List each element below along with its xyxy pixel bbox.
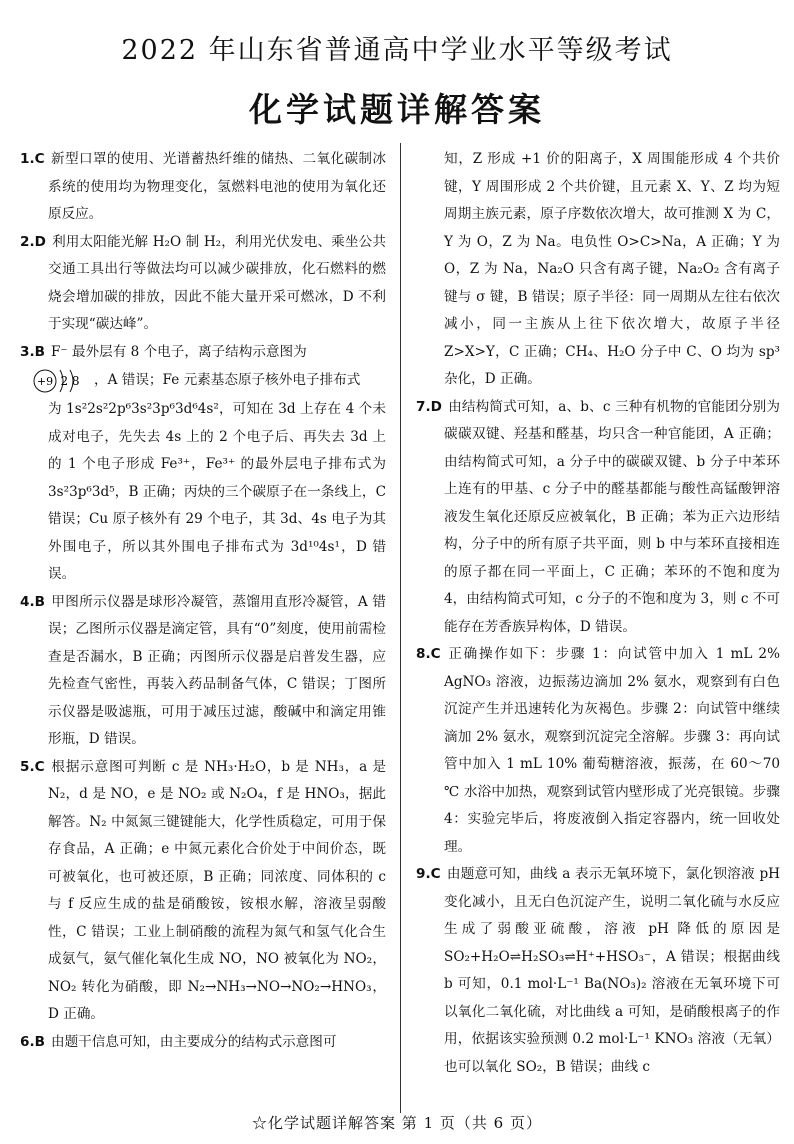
right-column bbox=[416, 146, 780, 1081]
answer-number: 9.C bbox=[416, 866, 441, 882]
answer-number: 5.C bbox=[20, 758, 45, 775]
answer-text: 根据示意图可判断 c 是 NH₃·H₂O，b 是 NH₃，a 是 N₂，d 是 NO，e 是 NO₂ 或 N₂O₄，f 是 HNO₃，据此解答。N₂ 中氮氮三键键能大，化学性质稳定，可用于保存食品，A 正确；e 中氮元素化合价处于中间价态，既可被氧化，也可被还原，B 正确；同浓度、同体积的 c 与 f 反应生成的盐是硝酸铵，铵根水解，溶液呈弱酸性，C 错误；工业上制硝酸的流程为氮气和氢气化合生成氨气，氨气催化氧化生成 NO，NO 被氧化为 NO₂，NO₂ 转化为硝酸，即 N₂→NH₃→NO→NO₂→HNO₃，D 正确。 bbox=[48, 758, 386, 1022]
answer-text: 甲图所示仪器是球形冷凝管，蒸馏用直形冷凝管，A 错误；乙图所示仪器是滴定管，具有“0”刻度，使用前需检查是否漏水，B 正确；丙图所示仪器是启普发生器，应先检查气密性，再装入药品制备气体，C 错误；丁图所示仪器是吸滤瓶，可用于减压过滤，酸碱中和滴定用锥形瓶，D 错误。 bbox=[48, 593, 386, 747]
page-subtitle: 化学试题详解答案 bbox=[249, 90, 545, 129]
answer-number: 7.D bbox=[416, 398, 442, 415]
nucleus-charge: +9 bbox=[36, 375, 54, 388]
answer-8 bbox=[416, 641, 780, 861]
answer-number: 3.B bbox=[20, 343, 45, 360]
column-divider bbox=[400, 143, 401, 1113]
fluoride-ion-structure-diagram bbox=[32, 366, 94, 396]
answer-7 bbox=[416, 394, 780, 642]
answer-text: F⁻ 最外层有 8 个电子，离子结构示意图为 bbox=[50, 343, 307, 360]
answer-text: 正确操作如下：步骤 1：向试管中加入 1 mL 2% AgNO₃ 溶液，边振荡边滴加 2% 氨水，观察到有白色沉淀产生并迅速转化为灰褐色。步骤 2：向试管中继续滴加 2% 氨水，观察到沉淀完全溶解。步骤 3：再向试管中加入 1 mL 10% 葡萄糖溶液，振荡，在 60～70 ℃ 水浴中加热，观察到试管内壁形成了光亮银镜。步骤 4：实验完毕后，将废液倒入指定容器内，统一回收处理。 bbox=[444, 646, 780, 855]
answer-3 bbox=[20, 339, 386, 367]
answer-text: 利用太阳能光解 H₂O 制 H₂，利用光伏发电、乘坐公共交通工具出行等做法均可以减少碳排放，化石燃料的燃烧会增加碳的排放，因此不能大量开采可燃冰，D 不利于实现“碳达峰”。 bbox=[48, 233, 386, 332]
answer-4 bbox=[20, 589, 386, 754]
answer-6 bbox=[20, 1029, 386, 1057]
answer-5 bbox=[20, 754, 386, 1029]
answer-number: 2.D bbox=[20, 233, 46, 250]
answer-3-continued bbox=[20, 396, 386, 589]
answer-text: 新型口罩的使用、光谱蓄热纤维的储热、二氧化碳制冰系统的使用均为物理变化，氢燃料电池的使用为氧化还原反应。 bbox=[48, 151, 386, 222]
answer-number: 4.B bbox=[20, 593, 45, 610]
left-column bbox=[20, 146, 386, 1056]
answer-number: 6.B bbox=[20, 1033, 45, 1050]
answer-text: 由题干信息可知，由主要成分的结构式示意图可 bbox=[50, 1033, 337, 1050]
page-footer: ☆化学试题详解答案 第 1 页（共 6 页） bbox=[252, 1114, 542, 1132]
answer-text: 由结构简式可知，a、b、c 三种有机物的官能团分别为碳碳双键、羟基和醛基，均只含一种官能团，A 正确；由结构简式可知，a 分子中的碳碳双键、b 分子中苯环上连有的甲基、c 分子中的醛基都能与酸性高锰酸钾溶液发生氧化还原反应被氧化，B 正确；苯为正六边形结构，分子中的所有原子共平面，则 b 中与苯环直接相连的原子都在同一平面上，C 正确；苯环的不饱和度为 4，由结构简式可知，c 分子的不饱和度为 3，则 c 不可能存在芳香族异构体，D 错误。 bbox=[444, 398, 780, 635]
answer-text: 为 1s²2s²2p⁶3s²3p⁶3d⁶4s²，可知在 3d 上存在 4 个未成对电子，先失去 4s 上的 2 个电子后、再失去 3d 上的 1 个电子形成 Fe³⁺，Fe³⁺ 的最外层电子排布式为 3s²3p⁶3d⁵，B 正确；丙炔的三个碳原子在一条线上，C 错误；Cu 原子核外有 29 个电子，其 3d、4s 电子为其外围电子，所以其外围电子排布式为 3d¹⁰4s¹，D 错误。 bbox=[48, 401, 386, 582]
answer-1 bbox=[20, 146, 386, 229]
page-header-title: 2022 年山东省普通高中学业水平等级考试 bbox=[121, 35, 673, 66]
answer-number: 1.C bbox=[20, 151, 45, 167]
atom-structure-line bbox=[20, 366, 386, 396]
answer-text: 由题意可知，曲线 a 表示无氧环境下，氯化钡溶液 pH 变化减小，且无白色沉淀产生，说明二氧化硫与水反应生成了弱酸亚硫酸，溶液 pH 降低的原因是 SO₂+H₂O⇌H₂SO₃⇌H⁺+HSO₃⁻，A 错误；根据曲线 b 可知，0.1 mol·L⁻¹ Ba(NO₃)₂ 溶液在无氧环境下可以氧化二氧化硫，对比曲线 a 可知，是硝酸根离子的作用，依据该实验预测 0.2 mol·L⁻¹ KNO₃ 溶液（无氧）也可以氧化 SO₂，B 错误；曲线 c bbox=[444, 866, 780, 1075]
answer-text: ，A 错误；Fe 元素基态原子核外电子排布式 bbox=[94, 372, 361, 389]
answer-6-continued bbox=[416, 146, 780, 394]
answer-9 bbox=[416, 861, 780, 1081]
answer-text: 知，Z 形成 +1 价的阳离子，X 周围能形成 4 个共价键，Y 周围形成 2 个共价键，且元素 X、Y、Z 均为短周期主族元素，原子序数依次增大，故可推测 X 为 C，Y 为 O，Z 为 Na。电负性 O>C>Na，A 正确；Y 为 O，Z 为 Na，Na₂O 只含有离子键，Na₂O₂ 含有离子键与 σ 键，B 错误；原子半径：同一周期从左往右依次减小，同一主族从上往下依次增大，故原子半径 Z>X>Y，C 正确；CH₄、H₂O 分子中 C、O 均为 sp³ 杂化，D 正确。 bbox=[444, 151, 780, 387]
answer-number: 8.C bbox=[416, 646, 441, 662]
electron-shells: 2 8 bbox=[60, 374, 80, 388]
answer-2 bbox=[20, 229, 386, 339]
